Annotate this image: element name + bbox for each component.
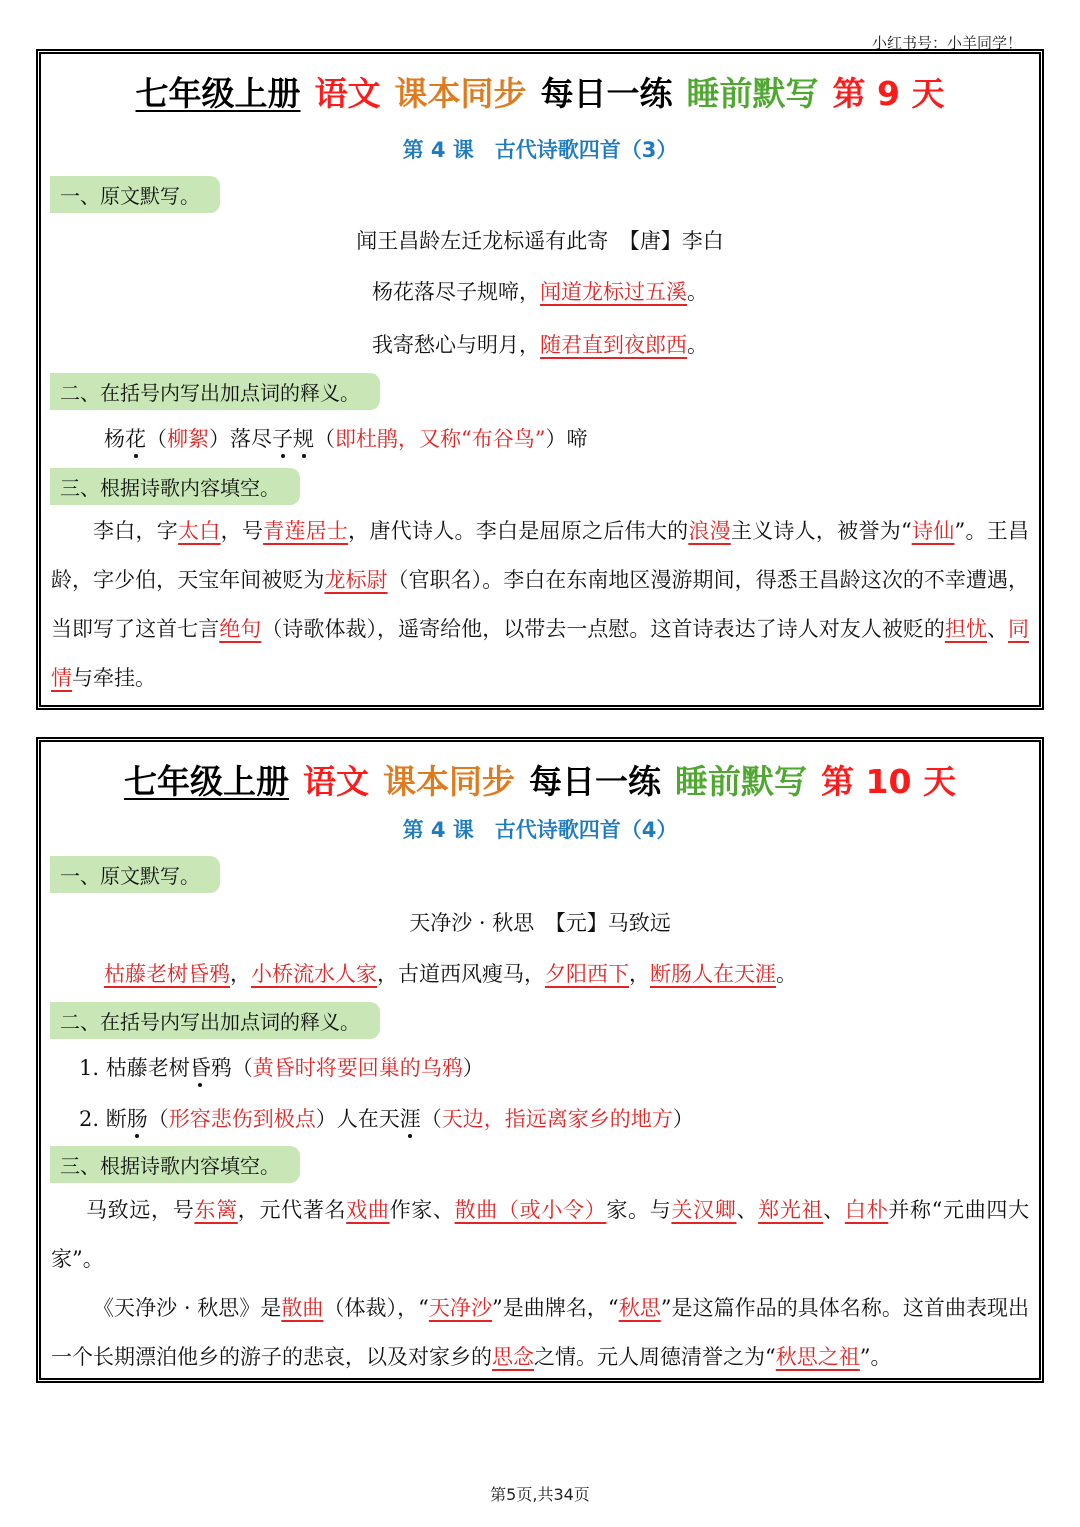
- title-daily: 每日一练: [540, 74, 673, 113]
- definition-item-2: 2. 断肠（形容悲伤到极点）人在天涯（天边，指远离家乡的地方）: [79, 1107, 694, 1131]
- section-3-heading: 三、根据诗歌内容填空。: [50, 468, 300, 505]
- section-1-heading: 一、原文默写。: [50, 176, 220, 213]
- poem-title: 天净沙 · 秋思 【元】马致远: [409, 911, 671, 935]
- title-subject: 语文: [314, 74, 381, 113]
- lesson-subtitle: 第 4 课 古代诗歌四首（3）: [402, 138, 678, 162]
- answer: 即杜鹃，又称“布谷鸟”: [335, 427, 546, 451]
- title-subject: 语文: [303, 762, 370, 801]
- answer: 柳絮: [167, 427, 209, 451]
- fill-blank-paragraph-1: 马致远，号东篱，元代著名戏曲作家、散曲（或小令）家。与关汉卿、郑光祖、白朴并称“元曲四大家”。: [51, 1198, 1030, 1271]
- fill-blank-paragraph-2: 《天净沙 · 秋思》是散曲（体裁），“天净沙”是曲牌名，“秋思”是这篇作品的具体名称。这首曲表现出一个长期漂泊他乡的游子的悲哀，以及对家乡的思念之情。元人周德清誉之为“秋思之祖”。: [51, 1296, 1030, 1369]
- poem-line: 枯藤老树昏鸦，小桥流水人家，古道西风瘦马，夕阳西下，断肠人在天涯。: [104, 962, 797, 986]
- title-dictation: 睡前默写: [675, 762, 808, 801]
- answer: 随君直到夜郎西: [540, 333, 687, 357]
- title-grade: 七年级上册: [135, 74, 301, 113]
- watermark: 小红书号：小羊同学！: [871, 34, 1022, 52]
- definition-line: 杨花（柳絮）落尽子规（即杜鹃，又称“布谷鸟”）啼: [104, 427, 588, 451]
- title-daily: 每日一练: [529, 762, 662, 801]
- worksheet-title: [41, 68, 1039, 112]
- title-grade: 七年级上册: [124, 762, 290, 801]
- title-sync: 课本同步: [394, 74, 527, 113]
- title-sync: 课本同步: [383, 762, 516, 801]
- poem-line-2: 我寄愁心与明月，随君直到夜郎西。: [372, 333, 708, 357]
- lesson-subtitle: 第 4 课 古代诗歌四首（4）: [402, 818, 678, 842]
- title-dictation: 睡前默写: [686, 74, 819, 113]
- section-2-heading: 二、在括号内写出加点词的释义。: [50, 373, 380, 410]
- worksheet-day-10: [39, 740, 1041, 1380]
- title-day: 第 10 天: [821, 762, 956, 801]
- page-number: 第5页,共34页: [490, 1485, 590, 1504]
- section-2-heading: 二、在括号内写出加点词的释义。: [50, 1002, 380, 1039]
- worksheet-title: [41, 756, 1039, 800]
- answer: 闻道龙标过五溪: [540, 280, 687, 304]
- worksheet-day-9: [39, 52, 1041, 707]
- poem-title: 闻王昌龄左迁龙标遥有此寄 【唐】李白: [356, 229, 724, 253]
- definition-item-1: 1. 枯藤老树昏鸦（黄昏时将要回巢的乌鸦）: [79, 1056, 484, 1080]
- section-3-heading: 三、根据诗歌内容填空。: [50, 1146, 300, 1183]
- fill-blank-paragraph: 李白，字太白，号青莲居士，唐代诗人。李白是屈原之后伟大的浪漫主义诗人，被誉为“诗仙”。王昌龄，字少伯，天宝年间被贬为龙标尉（官职名）。李白在东南地区漫游期间，得悉王昌龄这次的不幸遭遇，当即写了这首七言绝句（诗歌体裁），遥寄给他，以带去一点慰。这首诗表达了诗人对友人被贬的担忧、同情与牵挂。: [51, 519, 1030, 690]
- section-1-heading: 一、原文默写。: [50, 856, 220, 893]
- title-day: 第 9 天: [832, 74, 945, 113]
- poem-line-1: 杨花落尽子规啼，闻道龙标过五溪。: [372, 280, 708, 304]
